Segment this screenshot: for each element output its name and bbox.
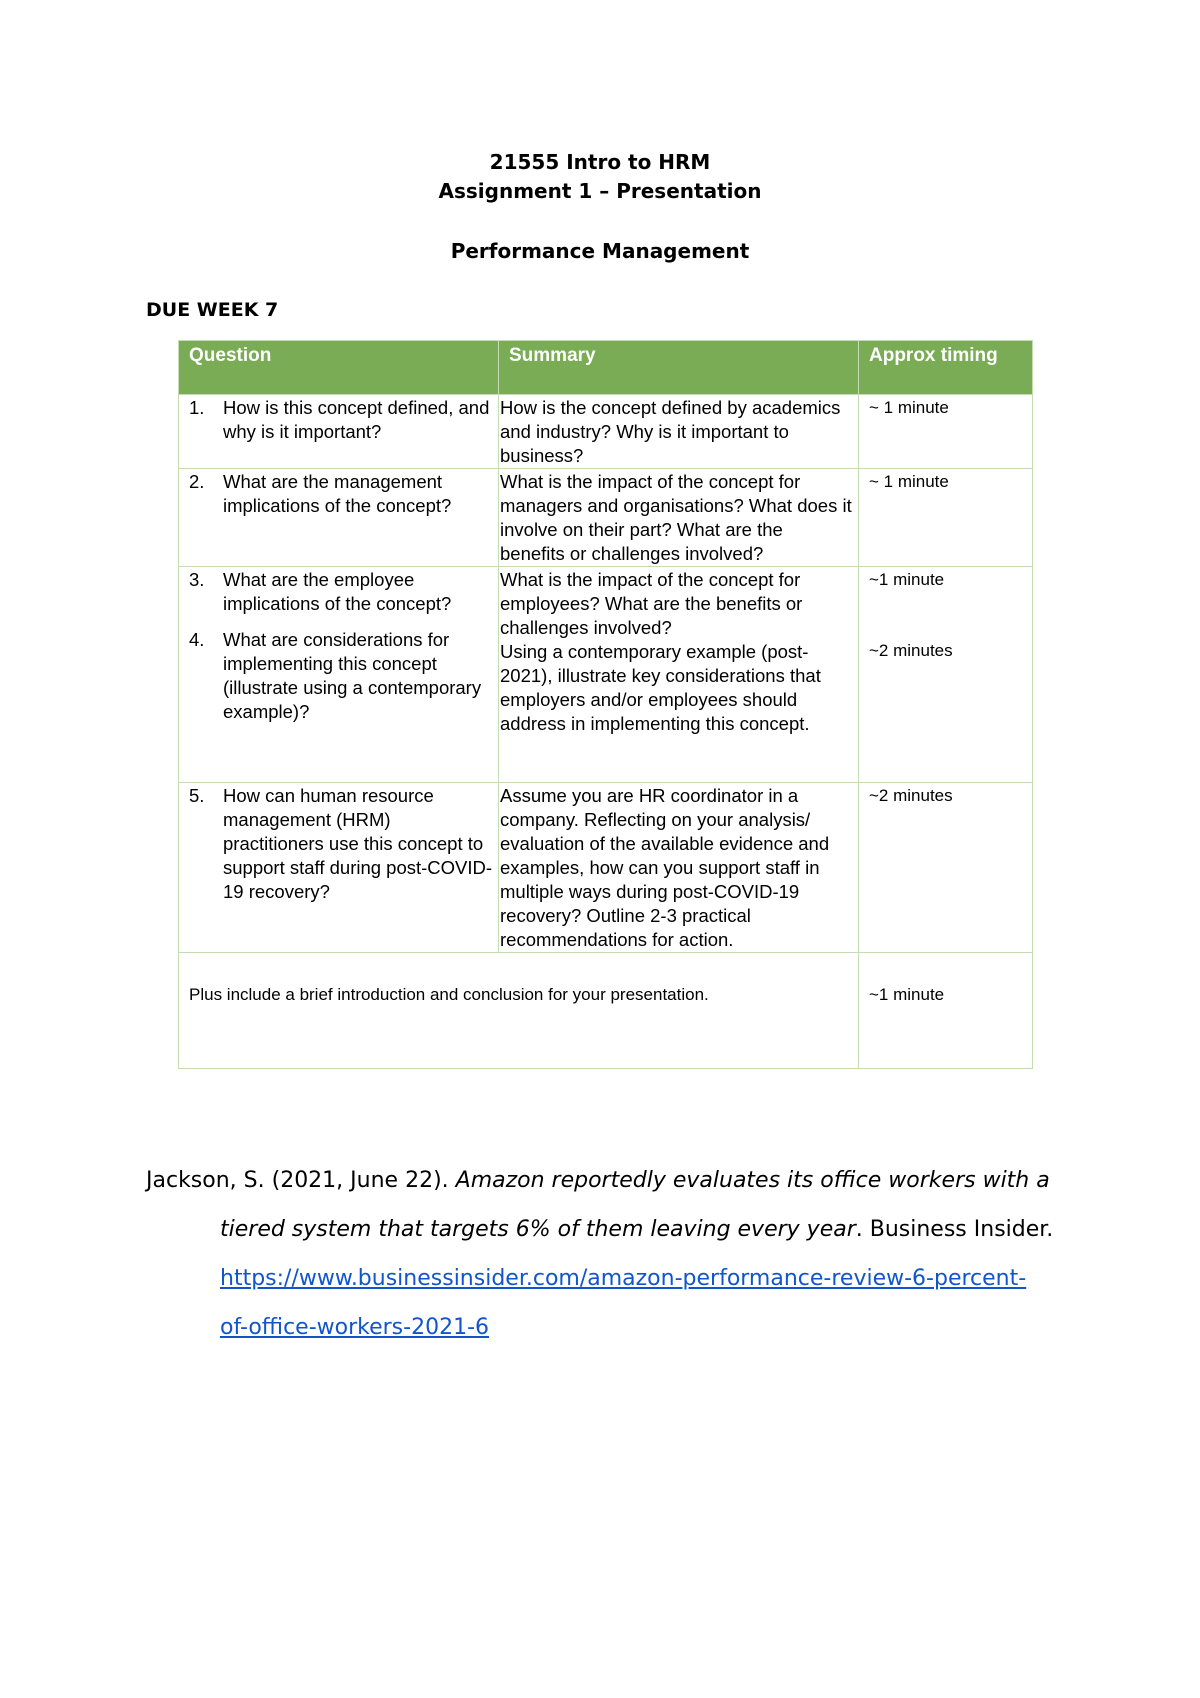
reference-entry [146,1156,1076,1352]
question-number: 5. [189,785,205,806]
question-cell [179,469,499,567]
column-header-timing: Approx timing [859,341,1033,395]
question-text: What are considerations for implementing this concept (illustrate using a contemporary example)? [223,629,482,722]
due-date-label: DUE WEEK 7 [146,299,279,321]
timing-text: ~2 minutes [869,641,953,660]
reference-publisher: . Business Insider. [855,1217,1054,1242]
column-header-question: Question [179,341,499,395]
timing-cell: ~1 minute [859,953,1033,1069]
question-cell [179,783,499,953]
reference-line-1 [146,1156,1076,1205]
assignment-table [178,340,1033,1069]
timing-cell: ~ 1 minute [859,395,1033,469]
column-header-summary: Summary [499,341,859,395]
question-number: 2. [189,471,205,492]
reference-line-2 [146,1205,1076,1254]
table-row [179,783,1033,953]
summary-cell [499,567,859,783]
timing-cell [859,567,1033,783]
question-cell [179,395,499,469]
table-row [179,469,1033,567]
summary-cell: What is the impact of the concept for managers and organisations? What does it involve on their part? What are the benefits or challenges involved? [499,469,859,567]
reference-line-4 [146,1303,1076,1352]
table-row [179,395,1033,469]
topic-title: Performance Management [450,239,750,263]
reference-title-part-1: Amazon reportedly evaluates its office workers with a [455,1168,1050,1193]
timing-text: ~1 minute [869,570,945,589]
summary-text: What is the impact of the concept for employees? What are the benefits or challenges involved? [500,569,803,638]
table-footer-row [179,953,1033,1069]
table-header-row [179,341,1033,395]
course-title: 21555 Intro to HRM [489,150,711,174]
summary-cell: Assume you are HR coordinator in a company. Reflecting on your analysis/ evaluation of the available evidence and examples, how can you support staff in multiple ways during post-COVID-19 recovery? Outline 2-3 practical recommendations for action. [499,783,859,953]
reference-title-part-2: tiered system that targets 6% of them leaving every year [220,1217,856,1242]
summary-text: Using a contemporary example (post-2021), illustrate key considerations that employers and/or employees should address in implementing this concept. [500,641,821,734]
question-number: 3. [189,569,205,590]
timing-cell: ~2 minutes [859,783,1033,953]
question-number: 4. [189,629,205,650]
question-number: 1. [189,397,205,418]
assignment-title: Assignment 1 – Presentation [438,179,762,203]
table-row [179,567,1033,783]
question-text: What are the management implications of the concept? [223,471,452,516]
timing-cell: ~ 1 minute [859,469,1033,567]
summary-cell: How is the concept defined by academics and industry? Why is it important to business? [499,395,859,469]
reference-line-3 [146,1254,1076,1303]
question-text: How is this concept defined, and why is it important? [223,397,490,442]
reference-url-link-continued[interactable]: of-office-workers-2021-6 [220,1315,490,1340]
reference-authors-date: Jackson, S. (2021, June 22). [146,1168,456,1193]
intro-conclusion-note: Plus include a brief introduction and conclusion for your presentation. [179,953,859,1069]
question-text: How can human resource management (HRM) practitioners use this concept to support staff during post-COVID-19 recovery? [223,785,493,902]
question-text: What are the employee implications of the concept? [223,569,452,614]
question-cell [179,567,499,783]
reference-url-link[interactable]: https://www.businessinsider.com/amazon-performance-review-6-percent- [220,1266,1027,1291]
